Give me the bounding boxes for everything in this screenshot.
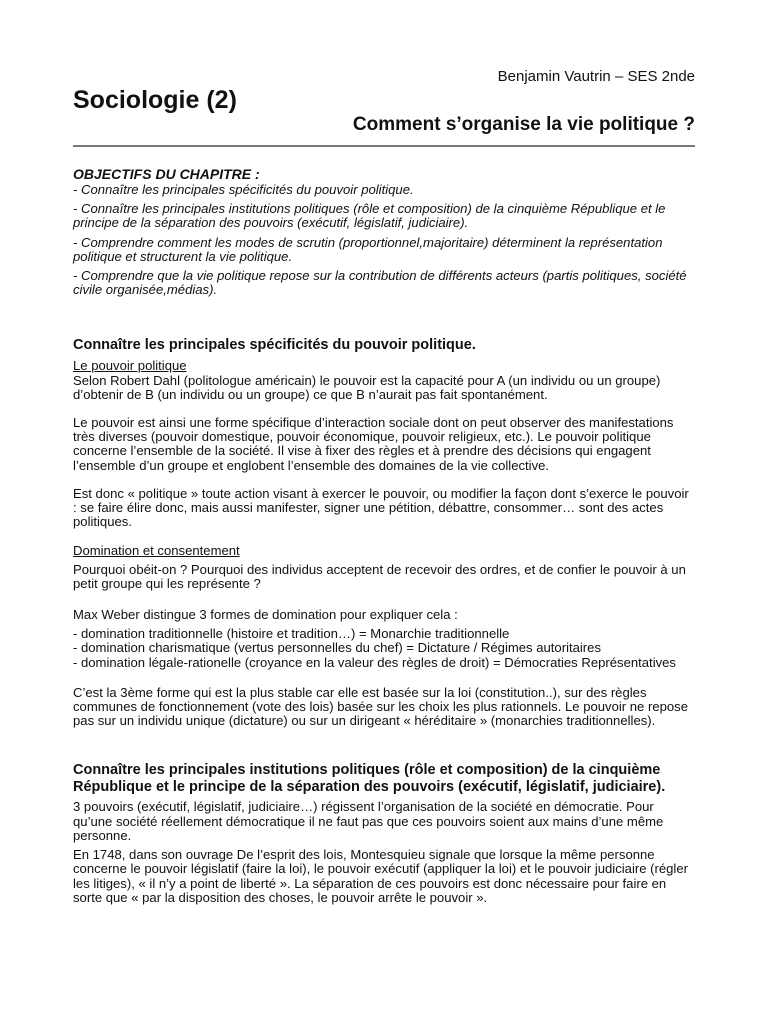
list-item: - domination charismatique (vertus personnelles du chef) = Dictature / Régimes autoritaires [73,640,601,656]
objective-item: - Comprendre que la vie politique repose sur la contribution de différents acteurs (partis politiques, société civile organisée,médias). [73,268,687,298]
subheading-pouvoir-politique: Le pouvoir politique [73,358,187,374]
objective-item: - Connaître les principales spécificités du pouvoir politique. [73,182,414,197]
author-line: Benjamin Vautrin – SES 2nde [497,68,695,85]
section-heading: Connaître les principales institutions politiques (rôle et composition) de la cinquième République et le principe de la séparation des pouvoirs (exécutif, législatif, judiciaire). [73,762,666,796]
objective-item: - Connaître les principales institutions politiques (rôle et composition) de la cinquième République et le principe de la séparation des pouvoirs (exécutif, législatif, judiciaire). [73,201,666,231]
section-specificites [73,337,695,728]
paragraph: 3 pouvoirs (exécutif, législatif, judiciaire…) régissent l’organisation de la société en démocratie. Pour qu’une société réellement démocratique il ne faut pas que ces pouvoirs soient aux mains d’une même personne. [73,799,664,843]
section-heading: Connaître les principales spécificités du pouvoir politique. [73,337,476,354]
paragraph: En 1748, dans son ouvrage De l’esprit des lois, Montesquieu signale que lorsque la même personne concerne le pouvoir législatif (faire la loi), le pouvoir exécutif (appliquer la loi) et le pouvoir judiciaire (régler les litiges), « il n’y a point de liberté ». La séparation de ces pouvoirs est donc nécessaire pour faire en sorte que « par la disposition des choses, le pouvoir arrête le pouvoir ». [73,847,688,905]
list-item: - domination légale-rationelle (croyance en la valeur des règles de droit) = Démocraties Représentatives [73,654,676,670]
paragraph: Le pouvoir est ainsi une forme spécifique d’interaction sociale dont on peut observer des manifestations très diverses (pouvoir domestique, pouvoir économique, pouvoir religieux, etc.). Le pouvoir politique concerne l’ensemble de la société. Il vise à fixer des règles et à prendre des décisions qui engagent l’ensemble d’un groupe et englobent l’ensemble des domaines de la vie collective. [73,415,674,473]
list-item: - domination traditionnelle (histoire et tradition…) = Monarchie traditionnelle [73,626,510,642]
document-title: Sociologie (2) [73,86,237,114]
objectives-block [73,166,695,297]
paragraph: C’est la 3ème forme qui est la plus stable car elle est basée sur la loi (constitution..), sur des règles communes de fonctionnement (vote des lois) basée sur les choix les plus rationnels. Le pouvoir ne repose pas sur un individu unique (dictature) ou sur un dirigeant « héréditaire » (monarchies traditionnelles). [73,684,689,729]
domination-list [73,627,695,670]
document-body [73,166,695,905]
paragraph: Pourquoi obéit-on ? Pourquoi des individus acceptent de recevoir des ordres, et de confier le pouvoir à un petit groupe qui les représente ? [73,561,686,591]
header-divider [73,145,695,147]
paragraph: Max Weber distingue 3 formes de domination pour expliquer cela : [73,607,458,623]
objectives-heading: OBJECTIFS DU CHAPITRE : [73,166,260,182]
paragraph: Selon Robert Dahl (politologue américain) le pouvoir est la capacité pour A (un individu ou un groupe) d’obtenir de B (un individu ou un groupe) ce que B n’aurait pas fait spontanément. [73,372,661,402]
document-subtitle: Comment s’organise la vie politique ? [352,114,695,135]
paragraph: Est donc « politique » toute action visant à exercer le pouvoir, ou modifier la façon dont s’exerce le pouvoir : se faire élire donc, mais aussi manifester, signer une pétition, débattre, consommer… sont des actes politiques. [73,485,689,530]
objective-item: - Comprendre comment les modes de scrutin (proportionnel,majoritaire) déterminent la représentation politique et structurent la vie politique. [73,234,663,264]
subheading-domination: Domination et consentement [73,543,240,559]
section-institutions [73,762,695,904]
